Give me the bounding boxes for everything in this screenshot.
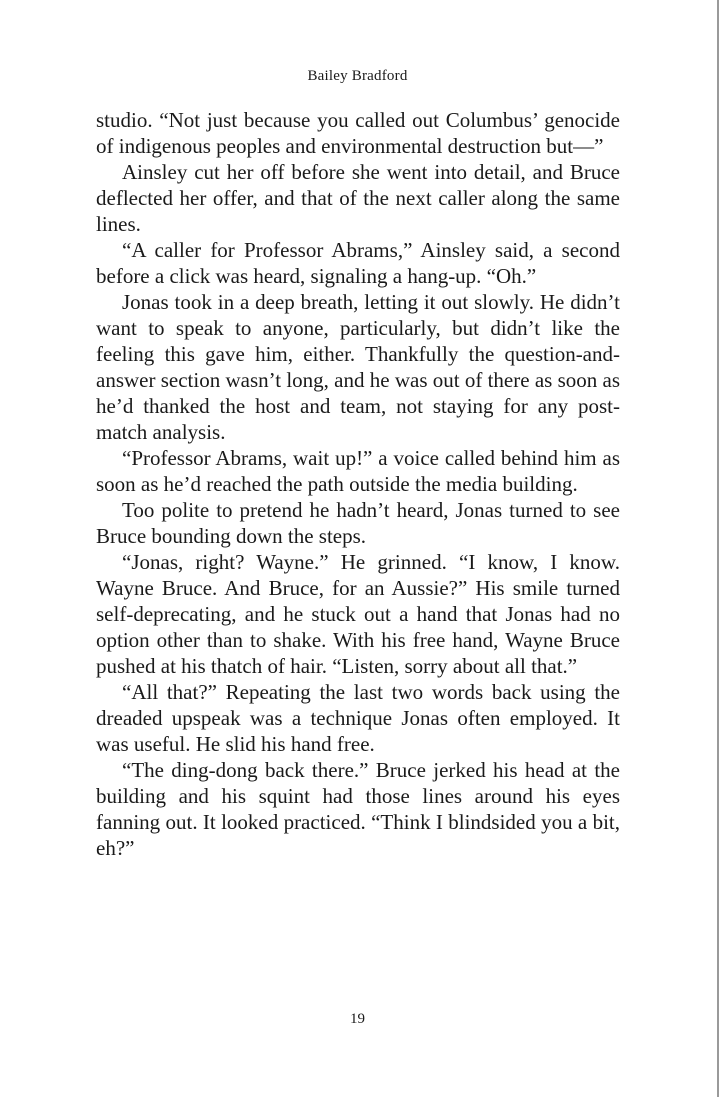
page-number: 19 <box>350 1011 365 1027</box>
paragraph: “All that?” Repeating the last two words back using the dreaded upspeak was a technique Jonas often employed. It was useful. He slid his hand free. <box>96 680 620 756</box>
paragraph: “A caller for Professor Abrams,” Ainsley said, a second before a click was heard, signaling a hang-up. “Oh.” <box>96 238 620 288</box>
body-text <box>96 107 620 861</box>
paragraph: “Professor Abrams, wait up!” a voice called behind him as soon as he’d reached the path outside the media building. <box>96 446 620 496</box>
paragraph: Jonas took in a deep breath, letting it out slowly. He didn’t want to speak to anyone, particularly, but didn’t like the feeling this gave him, either. Thankfully the question-and-answer section wasn’t long, and he was out of there as soon as he’d thanked the host and team, not staying for any post-match analysis. <box>96 290 620 444</box>
paragraph: studio. “Not just because you called out Columbus’ genocide of indigenous peoples and environmental destruction but—” <box>96 108 620 158</box>
paragraph: “The ding-dong back there.” Bruce jerked his head at the building and his squint had those lines around his eyes fanning out. It looked practiced. “Think I blindsided you a bit, eh?” <box>96 758 620 860</box>
paragraph: Too polite to pretend he hadn’t heard, Jonas turned to see Bruce bounding down the steps. <box>96 498 620 548</box>
paragraph: “Jonas, right? Wayne.” He grinned. “I know, I know. Wayne Bruce. And Bruce, for an Aussie?” His smile turned self-deprecating, and he stuck out a hand that Jonas had no option other than to shake. With his free hand, Wayne Bruce pushed at his thatch of hair. “Listen, sorry about all that.” <box>96 550 620 678</box>
running-header: Bailey Bradford <box>307 68 408 84</box>
paragraph: Ainsley cut her off before she went into detail, and Bruce deflected her offer, and that of the next caller along the same lines. <box>96 160 620 236</box>
